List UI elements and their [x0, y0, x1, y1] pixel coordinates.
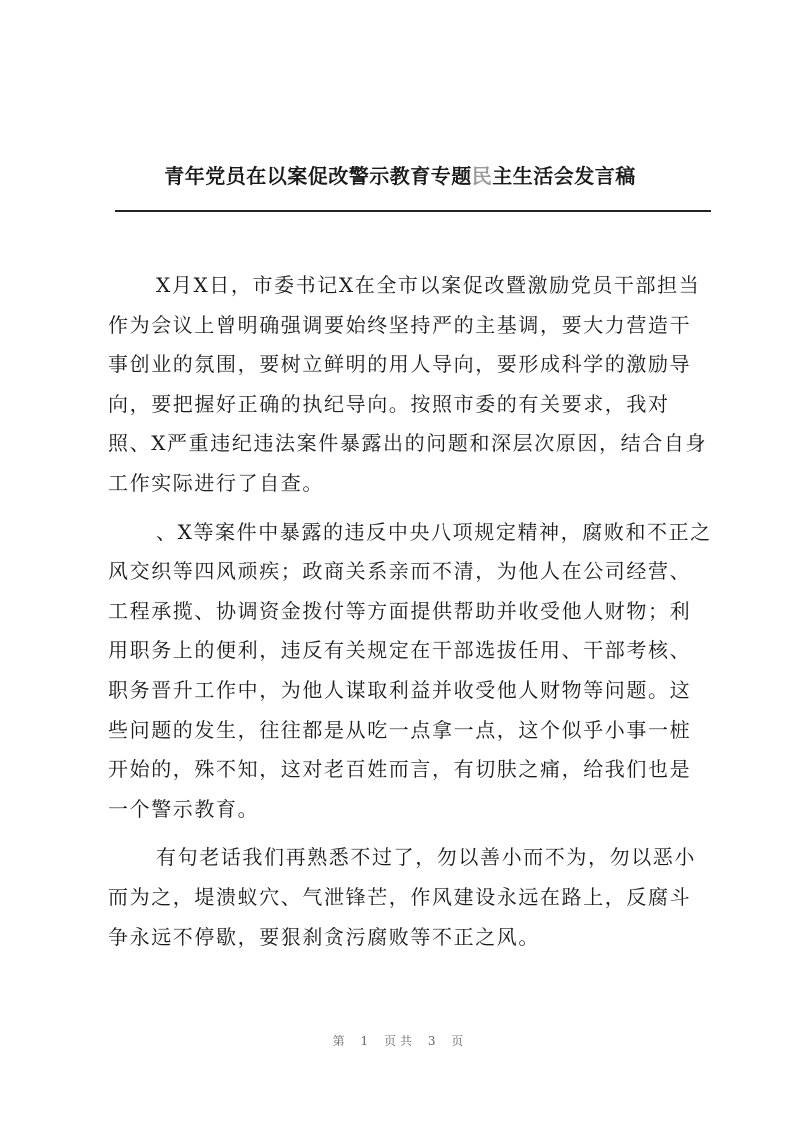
footer-middle: 页共: [383, 1034, 416, 1048]
page-footer: [0, 1032, 800, 1049]
title-text-start: 青年党员在以案促改警示教育专题: [164, 164, 472, 188]
footer-suffix: 页: [451, 1034, 468, 1048]
document-title: [90, 162, 710, 190]
title-marked-char: 民: [471, 164, 493, 188]
document-body: [108, 266, 712, 966]
footer-total-pages: 3: [427, 1034, 440, 1048]
footer-prefix: 第: [332, 1034, 349, 1048]
title-text-end: 主生活会发言稿: [492, 164, 636, 188]
paragraph-2: 、X等案件中暴露的违反中央八项规定精神，腐败和不正之风交织等四风顽疾；政商关系亲而不清，为他人在公司经营、工程承揽、协调资金拨付等方面提供帮助并收受他人财物；利用职务上的便利，违反有关规定在干部选拔任用、干部考核、职务晋升工作中，为他人谋取利益并收受他人财物等问题。这些问题的发生，往往都是从吃一点拿一点，这个似乎小事一桩开始的，殊不知，这对老百姓而言，有切肤之痛，给我们也是一个警示教育。: [108, 519, 712, 821]
paragraph-3: 有句老话我们再熟悉不过了，勿以善小而不为，勿以恶小而为之，堤溃蚁穴、气泄锋芒，作风建设永远在路上，反腐斗争永远不停歇，要狠刹贪污腐败等不正之风。: [108, 845, 696, 949]
title-underline: [115, 210, 711, 212]
paragraph-1: X月X日，市委书记X在全市以案促改暨激励党员干部担当作为会议上曾明确强调要始终坚持严的主基调，要大力营造干事创业的氛围，要树立鲜明的用人导向，要形成科学的激励导向，要把握好正确的执纪导向。按照市委的有关要求，我对照、X严重违纪违法案件暴露出的问题和深层次原因，结合自身工作实际进行了自查。: [108, 273, 708, 495]
footer-page-number: 1: [360, 1034, 373, 1048]
